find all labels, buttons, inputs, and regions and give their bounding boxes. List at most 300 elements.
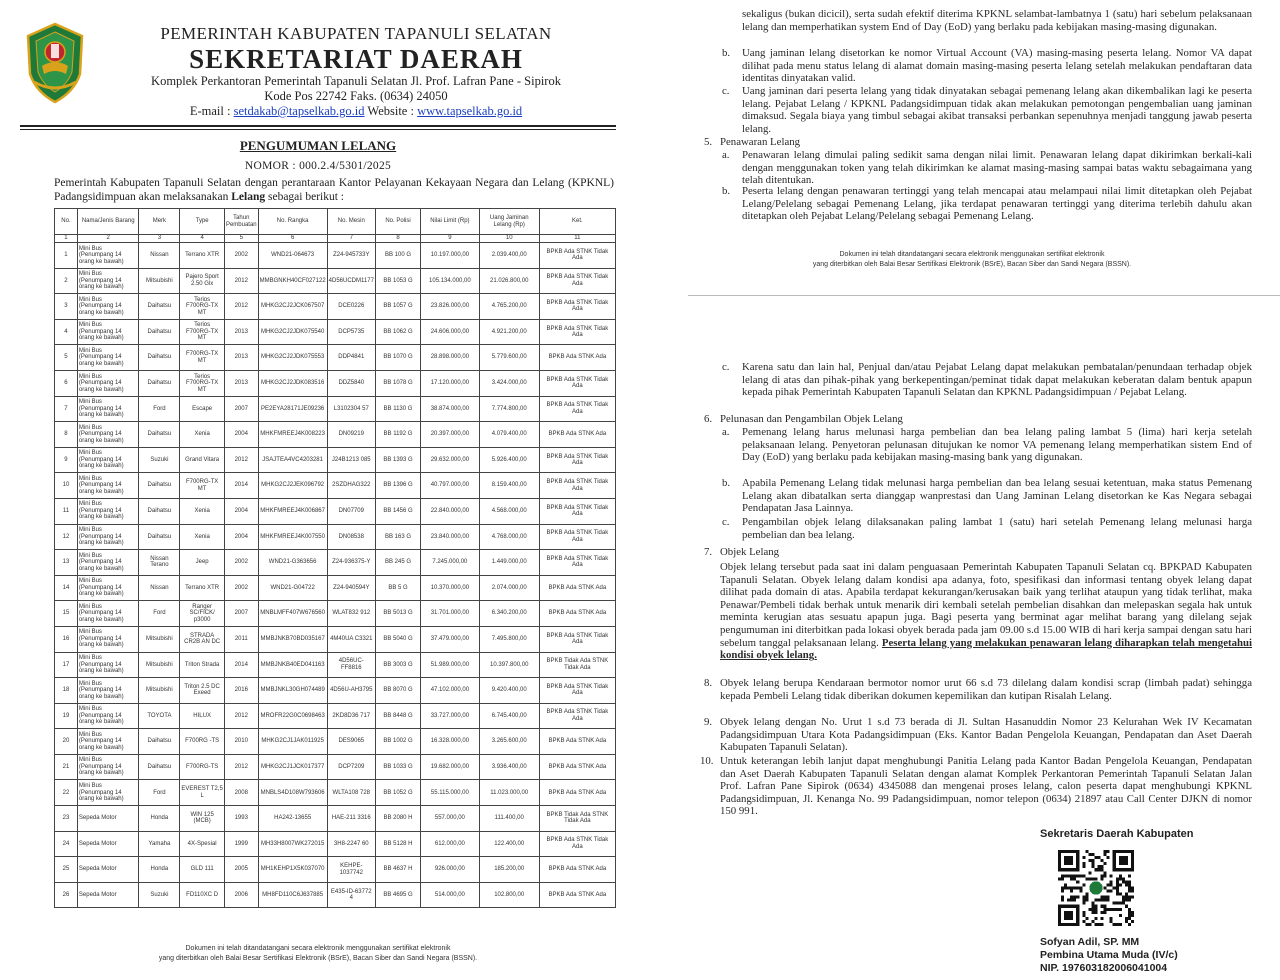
table-cell: BB 1033 G (375, 754, 420, 780)
table-cell: TOYOTA (139, 703, 180, 729)
table-cell: 23.840.000,00 (421, 524, 480, 550)
table-cell: 4.768.000,00 (479, 524, 539, 550)
table-cell: BPKB Ada STNK Tidak Ada (539, 524, 615, 550)
intro-end: sebagai berikut : (268, 191, 345, 203)
table-cell: Mini Bus (Penumpang 14 orang ke bawah) (77, 370, 139, 396)
column-number: 1 (55, 235, 78, 243)
table-cell: Daihatsu (139, 294, 180, 320)
table-cell: Sepeda Motor (77, 857, 139, 883)
section7-title: Objek Lelang (720, 546, 780, 558)
section5a-text: Penawaran lelang dimulai paling sedikit sama dengan nilai limit. Penawaran lelang dapat dikirimkan berkali-kali dengan menggunakan token yang telah dikirimkan ke alamat masing-masing sampai batas waktu sebagaimana yang telah ditentukan. (742, 149, 1252, 187)
table-cell: 2.039.400,00 (479, 243, 539, 269)
table-cell: Mini Bus (Penumpang 14 orang ke bawah) (77, 473, 139, 499)
table-cell: MHKG2CJ2JEK096792 (258, 473, 327, 499)
table-cell: WLTA108 728 (327, 780, 375, 806)
column-number: 5 (224, 235, 258, 243)
table-cell: MHKG2CJ2JDK075553 (258, 345, 327, 371)
table-row (55, 319, 616, 345)
table-cell: 557.000,00 (421, 806, 480, 832)
table-cell: Mini Bus (Penumpang 14 orang ke bawah) (77, 524, 139, 550)
table-cell: 185.200,00 (479, 857, 539, 883)
table-cell: GLD 111 (180, 857, 225, 883)
table-cell: MHKFMREEJ4K006867 (258, 498, 327, 524)
table-cell: Mini Bus (Penumpang 14 orang ke bawah) (77, 575, 139, 601)
table-row (55, 729, 616, 755)
table-cell: 2012 (224, 703, 258, 729)
table-cell: 25 (55, 857, 78, 883)
section6c-label: c. (722, 516, 730, 528)
table-row (55, 601, 616, 627)
table-cell: Xenia (180, 498, 225, 524)
table-cell: Sepeda Motor (77, 806, 139, 832)
table-cell: MROFR22G0C0698463 (258, 703, 327, 729)
table-cell: BB 1070 G (375, 345, 420, 371)
table-cell: 6 (55, 370, 78, 396)
column-header: No. (55, 209, 78, 235)
right-page (664, 0, 1280, 980)
table-cell: KEHPE-1037742 (327, 857, 375, 883)
table-cell: 3.424.000,00 (479, 370, 539, 396)
table-cell: MHKG2CJ2JCK067507 (258, 294, 327, 320)
column-number: 3 (139, 235, 180, 243)
signatory-rank: Pembina Utama Muda (IV/c) (1040, 949, 1178, 961)
table-cell: MHKG2CJ1JCK017377 (258, 754, 327, 780)
table-cell: L3102304 57 (327, 396, 375, 422)
table-cell: DN07709 (327, 498, 375, 524)
table-cell: DCP7209 (327, 754, 375, 780)
table-cell: Daihatsu (139, 498, 180, 524)
section9-text: Obyek lelang dengan No. Urut 1 s.d 73 berada di Jl. Sultan Hasanuddin Nomor 23 Kelurahan Wek IV Kecamatan Padangsidimpuan Utara Kota Padangsidimpuan (Eks. Kantor Badan Pengelola Keuangan, Pendapatan dan Aset Daerah Kabupaten Tapanuli Selatan). (720, 716, 1252, 754)
column-number: 6 (258, 235, 327, 243)
table-cell: Triton Strada (180, 652, 225, 678)
table-cell: MH33H8007WK272015 (258, 831, 327, 857)
table-cell: MMBJNKL30GH074489 (258, 678, 327, 704)
table-cell: Xenia (180, 422, 225, 448)
table-cell: BB 1192 G (375, 422, 420, 448)
table-cell: 22.840.000,00 (421, 498, 480, 524)
table-cell: 2002 (224, 575, 258, 601)
table-cell: 40.797.000,00 (421, 473, 480, 499)
regency-emblem-icon (24, 22, 86, 104)
table-cell: BB 1078 G (375, 370, 420, 396)
table-cell: 3.936.400,00 (479, 754, 539, 780)
table-cell: MHKFMREEJ4K007550 (258, 524, 327, 550)
section6a-label: a. (722, 426, 730, 438)
table-cell: 31.701.000,00 (421, 601, 480, 627)
table-cell: BPKB Ada STNK Tidak Ada (539, 370, 615, 396)
section5b-text: Peserta lelang dengan penawaran tertinggi yang telah mencapai atau melampaui nilai limit ditetapkan oleh Pejabat Lelang/Pelelang sebagai Pemenang Lelang, jika terdapat penawaran tertinggi yang diterima terlebih dahulu akan ditetapkan oleh Pejabat Lelang/Pelelang sebagai Pemenang Lelang. (742, 185, 1252, 223)
table-cell: Terios F700RG-TX MT (180, 370, 225, 396)
section6c-text: Pengambilan objek lelang dilaksanakan paling lambat 1 (satu) hari setelah Pemenang lelang melunasi harga pembelian dan bea lelang. (742, 516, 1252, 541)
column-number: 4 (180, 235, 225, 243)
section5a-label: a. (722, 149, 730, 161)
table-cell: BPKB Ada STNK Tidak Ada (539, 626, 615, 652)
table-cell: 33.727.000,00 (421, 703, 480, 729)
table-cell: 6.340.200,00 (479, 601, 539, 627)
table-cell: 514.000,00 (421, 882, 480, 908)
table-row (55, 345, 616, 371)
left-page (0, 0, 636, 980)
table-cell: 21.026.800,00 (479, 268, 539, 294)
table-cell: F700RG -TS (180, 729, 225, 755)
intro-text: Pemerintah Kabupaten Tapanuli Selatan dengan perantaraan Kantor Pelayanan Kekayaan Negara dan Lelang (KPKNL) Padangsidimpuan akan melaksanakan (54, 177, 614, 203)
table-cell: Mitsubishi (139, 626, 180, 652)
table-row (55, 447, 616, 473)
column-header: Type (180, 209, 225, 235)
table-cell: Daihatsu (139, 473, 180, 499)
table-cell: 55.115.000,00 (421, 780, 480, 806)
table-cell: Pajero Sport 2.50 Glx (180, 268, 225, 294)
table-cell: 102.800,00 (479, 882, 539, 908)
table-cell: 1999 (224, 831, 258, 857)
table-cell: 22 (55, 780, 78, 806)
table-cell: BPKB Ada STNK Tidak Ada (539, 447, 615, 473)
table-cell: 2014 (224, 473, 258, 499)
table-body (55, 243, 616, 908)
table-row (55, 396, 616, 422)
table-cell: Daihatsu (139, 370, 180, 396)
table-cell: 4.079.400,00 (479, 422, 539, 448)
table-cell: 11.023.000,00 (479, 780, 539, 806)
letterhead-postal: Kode Pos 22742 Faks. (0634) 24050 (264, 89, 448, 103)
section5c-label: c. (722, 361, 730, 373)
table-row (55, 857, 616, 883)
table-cell: Mini Bus (Penumpang 14 orang ke bawah) (77, 550, 139, 576)
table-cell: BPKB Tidak Ada STNK Tidak Ada (539, 806, 615, 832)
table-cell: 20.397.000,00 (421, 422, 480, 448)
table-cell: Grand Vitara (180, 447, 225, 473)
table-cell: Nissan (139, 243, 180, 269)
table-cell: DCP5735 (327, 319, 375, 345)
table-cell: 1993 (224, 806, 258, 832)
section5-number: 5. (704, 136, 713, 148)
table-cell: Jeep (180, 550, 225, 576)
table-cell: Mini Bus (Penumpang 14 orang ke bawah) (77, 345, 139, 371)
table-cell: 4D56UCDM1177 (327, 268, 375, 294)
table-cell: 10 (55, 473, 78, 499)
page-gap (636, 0, 664, 980)
column-header: Nilai Limit (Rp) (421, 209, 480, 235)
column-header: No. Rangka (258, 209, 327, 235)
table-cell: MHKG2CJ1JAK011925 (258, 729, 327, 755)
table-cell: 2011 (224, 626, 258, 652)
table-cell: 2013 (224, 345, 258, 371)
table-cell: 3H8-2247 60 (327, 831, 375, 857)
table-cell: BB 5013 G (375, 601, 420, 627)
table-cell: 4M40UA C3321 (327, 626, 375, 652)
table-cell: Mini Bus (Penumpang 14 orang ke bawah) (77, 498, 139, 524)
table-cell: 24 (55, 831, 78, 857)
table-row (55, 882, 616, 908)
table-cell: DDP4841 (327, 345, 375, 371)
table-cell: Daihatsu (139, 754, 180, 780)
intro-paragraph (54, 176, 614, 204)
table-cell: 19 (55, 703, 78, 729)
table-cell: 2012 (224, 447, 258, 473)
column-header: Tahun Pembuatan (224, 209, 258, 235)
table-cell: 8.159.400,00 (479, 473, 539, 499)
table-cell: Nissan Terano (139, 550, 180, 576)
table-cell: 5.779.600,00 (479, 345, 539, 371)
table-cell: 2010 (224, 729, 258, 755)
table-cell: MHKG2CJ2JDK083516 (258, 370, 327, 396)
table-row (55, 626, 616, 652)
table-cell: BPKB Ada STNK Ada (539, 729, 615, 755)
table-row (55, 652, 616, 678)
table-column-number-row (55, 235, 616, 243)
column-header: Ket. (539, 209, 615, 235)
table-cell: HA242-13655 (258, 806, 327, 832)
section7-number: 7. (704, 546, 713, 558)
section4a-continuation: sekaligus (bukan dicicil), serta sudah efektif diterima KPKNL selambat-lambatnya 1 (satu) hari sebelum pelaksanaan lelang dan memperhatikan system End of Day (EoD) yang berlaku pada kebijakan masing-masing digunakan. (742, 8, 1252, 33)
table-cell: 4X-Spesial (180, 831, 225, 857)
table-cell: Mini Bus (Penumpang 14 orang ke bawah) (77, 319, 139, 345)
section6a-text: Pemenang lelang harus melunasi harga pembelian dan bea lelang paling lambat 5 (lima) hari kerja setelah pelaksanaan lelang. Penyetoran pelunasan ditujukan ke nomor VA pemenang lelang memperhatikan sistem End of Day (EoD) yang berlaku pada kebijakan masing-masing bank yang digunakan. (742, 426, 1252, 464)
table-cell: MH1KEHP1X5K037070 (258, 857, 327, 883)
table-cell: STRADA CR2B AN DC (180, 626, 225, 652)
section5b-label: b. (722, 185, 731, 197)
table-cell: BPKB Ada STNK Ada (539, 601, 615, 627)
section6-title: Pelunasan dan Pengambilan Objek Lelang (720, 413, 903, 425)
table-cell: Terios F700RG-TX MT (180, 319, 225, 345)
table-cell: Mini Bus (Penumpang 14 orang ke bawah) (77, 447, 139, 473)
table-cell: DN08538 (327, 524, 375, 550)
column-header: Uang Jaminan Lelang (Rp) (479, 209, 539, 235)
table-cell: JSAJTEA4VC4203281 (258, 447, 327, 473)
table-cell: BPKB Ada STNK Tidak Ada (539, 294, 615, 320)
table-cell: WND21-064673 (258, 243, 327, 269)
table-cell: BB 4695 G (375, 882, 420, 908)
table-cell: 926.000,00 (421, 857, 480, 883)
table-cell: 47.102.000,00 (421, 678, 480, 704)
section4b-text: Uang jaminan lelang disetorkan ke nomor Virtual Account (VA) masing-masing peserta lelang. Nomor VA dapat dilihat pada menu status lelang di alamat domain masing-masing peserta lelang setelah melakukan pendaftaran data identitas dinyatakan valid. (742, 47, 1252, 85)
page-break-divider (688, 295, 1280, 296)
table-cell: 7.245.000,00 (421, 550, 480, 576)
section5-title: Penawaran Lelang (720, 136, 801, 148)
website-label: Website : (367, 104, 414, 118)
table-cell: 2002 (224, 243, 258, 269)
table-row (55, 754, 616, 780)
esign-note-right (664, 250, 1280, 270)
section6-number: 6. (704, 413, 713, 425)
table-cell: Daihatsu (139, 524, 180, 550)
table-cell: BPKB Ada STNK Tidak Ada (539, 703, 615, 729)
table-cell: Ford (139, 396, 180, 422)
table-cell: Mini Bus (Penumpang 14 orang ke bawah) (77, 422, 139, 448)
table-cell: BPKB Ada STNK Tidak Ada (539, 319, 615, 345)
table-cell: BB 1062 G (375, 319, 420, 345)
table-cell: BPKB Tidak Ada STNK Tidak Ada (539, 652, 615, 678)
table-cell: 1 (55, 243, 78, 269)
table-cell: BPKB Ada STNK Tidak Ada (539, 396, 615, 422)
table-cell: Ford (139, 601, 180, 627)
table-cell: 8 (55, 422, 78, 448)
table-cell: 2012 (224, 754, 258, 780)
table-cell: 16 (55, 626, 78, 652)
table-cell: DDZ5840 (327, 370, 375, 396)
letterhead-address: Komplek Perkantoran Pemerintah Tapanuli Selatan Jl. Prof. Lafran Pane - Sipirok (151, 74, 561, 88)
table-cell: 20 (55, 729, 78, 755)
letterhead (96, 24, 616, 119)
column-number: 2 (77, 235, 139, 243)
signatory-title: Sekretaris Daerah Kabupaten (1040, 828, 1194, 840)
table-cell: BPKB Ada STNK Tidak Ada (539, 678, 615, 704)
table-cell: 2.074.000,00 (479, 575, 539, 601)
table-cell: BB 4637 H (375, 857, 420, 883)
table-cell: Terrano XTR (180, 243, 225, 269)
signatory-nip: NIP. 197603182006041004 (1040, 962, 1168, 974)
table-cell: BPKB Ada STNK Ada (539, 780, 615, 806)
table-cell: WND21-G04722 (258, 575, 327, 601)
table-cell: Z24-945733Y (327, 243, 375, 269)
table-cell: BPKB Ada STNK Tidak Ada (539, 550, 615, 576)
signatory-block (1040, 936, 1178, 975)
table-cell: Z24-940594Y (327, 575, 375, 601)
esign-right-line-1: Dokumen ini telah ditandatangani secara elektronik menggunakan sertifikat elektronik (839, 251, 1105, 258)
table-cell: 2002 (224, 550, 258, 576)
table-row (55, 780, 616, 806)
table-cell: BB 163 G (375, 524, 420, 550)
table-cell: 13 (55, 550, 78, 576)
table-cell: WIN 125 (MCB) (180, 806, 225, 832)
table-cell: 23 (55, 806, 78, 832)
table-cell: DCE0226 (327, 294, 375, 320)
table-cell: EVEREST T2,5 L (180, 780, 225, 806)
esign-line-1: Dokumen ini telah ditandatangani secara elektronik menggunakan sertifikat elektronik (185, 945, 451, 952)
table-cell: 111.400,00 (479, 806, 539, 832)
table-cell: MHKG2CJ2JDK075540 (258, 319, 327, 345)
table-cell: 2006 (224, 882, 258, 908)
section8-text: Obyek lelang berupa Kendaraan bermotor nomor urut 66 s.d 73 dilelang dalam kondisi scrap (limbah padat) sehingga kepada Pembeli Lelang tidak diberikan dokumen kepemilikan dan kutipan Risalah Lelang. (720, 677, 1252, 702)
table-cell: BPKB Ada STNK Tidak Ada (539, 831, 615, 857)
column-number: 8 (375, 235, 420, 243)
table-cell: Mini Bus (Penumpang 14 orang ke bawah) (77, 754, 139, 780)
email-link[interactable]: setdakab@tapselkab.go.id (233, 104, 365, 118)
table-cell: Mini Bus (Penumpang 14 orang ke bawah) (77, 678, 139, 704)
table-cell: BB 1053 G (375, 268, 420, 294)
esign-right-line-2: yang diterbitkan oleh Balai Besar Sertifikasi Elektronik (BSrE), Bacan Siber dan Sandi Negara (BSSN). (812, 261, 1132, 268)
table-cell: Mini Bus (Penumpang 14 orang ke bawah) (77, 243, 139, 269)
table-cell: BPKB Ada STNK Ada (539, 754, 615, 780)
table-cell: 4D56UC-FF8816 (327, 652, 375, 678)
section9-number: 9. (704, 716, 713, 728)
table-cell: 4.765.200,00 (479, 294, 539, 320)
table-cell: BB 2080 H (375, 806, 420, 832)
table-cell: F700RG-TX MT (180, 345, 225, 371)
table-cell: Suzuki (139, 447, 180, 473)
table-cell: Sepeda Motor (77, 882, 139, 908)
table-cell: Mini Bus (Penumpang 14 orang ke bawah) (77, 703, 139, 729)
table-cell: 6.745.400,00 (479, 703, 539, 729)
table-cell: 9 (55, 447, 78, 473)
table-cell: 122.400,00 (479, 831, 539, 857)
table-cell: BB 5 G (375, 575, 420, 601)
table-cell: 10.197.000,00 (421, 243, 480, 269)
table-cell: BB 8070 G (375, 678, 420, 704)
table-cell: 105.134.000,00 (421, 268, 480, 294)
table-cell: Mini Bus (Penumpang 14 orang ke bawah) (77, 729, 139, 755)
table-cell: HILUX (180, 703, 225, 729)
table-cell: Triton 2.5 DC Exeed (180, 678, 225, 704)
table-cell: 5.926.400,00 (479, 447, 539, 473)
table-row (55, 806, 616, 832)
table-cell: Mini Bus (Penumpang 14 orang ke bawah) (77, 626, 139, 652)
table-cell: 7 (55, 396, 78, 422)
column-number: 9 (421, 235, 480, 243)
table-cell: 15 (55, 601, 78, 627)
table-cell: BPKB Ada STNK Ada (539, 345, 615, 371)
table-cell: 612.000,00 (421, 831, 480, 857)
table-row (55, 678, 616, 704)
table-cell: Suzuki (139, 882, 180, 908)
table-cell: 10.370.000,00 (421, 575, 480, 601)
table-cell: BB 8448 G (375, 703, 420, 729)
table-cell: Mini Bus (Penumpang 14 orang ke bawah) (77, 396, 139, 422)
table-cell: 1.449.000,00 (479, 550, 539, 576)
table-cell: Mini Bus (Penumpang 14 orang ke bawah) (77, 294, 139, 320)
table-cell: 2012 (224, 268, 258, 294)
table-cell: BPKB Ada STNK Tidak Ada (539, 473, 615, 499)
table-cell: 2014 (224, 652, 258, 678)
table-cell: 23.826.000,00 (421, 294, 480, 320)
table-row (55, 473, 616, 499)
table-cell: Mini Bus (Penumpang 14 orang ke bawah) (77, 268, 139, 294)
table-cell: WND21-G363656 (258, 550, 327, 576)
intro-bold: Lelang (231, 191, 266, 203)
auction-table (54, 208, 616, 908)
table-cell: 29.632.000,00 (421, 447, 480, 473)
table-cell: MNBLMFF407W676560 (258, 601, 327, 627)
table-cell: 10.397.800,00 (479, 652, 539, 678)
section7-paragraph (720, 561, 1252, 662)
table-cell: 28.898.000,00 (421, 345, 480, 371)
table-cell: BPKB Ada STNK Tidak Ada (539, 498, 615, 524)
table-row (55, 550, 616, 576)
table-cell: 14 (55, 575, 78, 601)
table-cell: 3 (55, 294, 78, 320)
table-cell: BB 1130 G (375, 396, 420, 422)
column-number: 10 (479, 235, 539, 243)
qr-code-icon (1058, 850, 1134, 926)
table-row (55, 524, 616, 550)
table-cell: 2013 (224, 370, 258, 396)
table-cell: 2007 (224, 601, 258, 627)
table-cell: BB 1057 G (375, 294, 420, 320)
email-label: E-mail : (189, 104, 231, 118)
table-cell: Mini Bus (Penumpang 14 orang ke bawah) (77, 601, 139, 627)
table-cell: Daihatsu (139, 422, 180, 448)
table-cell: BB 5040 G (375, 626, 420, 652)
table-cell: 2KD8D36 717 (327, 703, 375, 729)
table-cell: 2007 (224, 396, 258, 422)
table-cell: 21 (55, 754, 78, 780)
table-cell: Honda (139, 806, 180, 832)
column-number: 7 (327, 235, 375, 243)
column-header: No. Mesin (327, 209, 375, 235)
table-cell: BB 1396 G (375, 473, 420, 499)
table-cell: 4.921.200,00 (479, 319, 539, 345)
table-cell: Ford (139, 780, 180, 806)
table-cell: DES9065 (327, 729, 375, 755)
table-cell: 2013 (224, 319, 258, 345)
website-link[interactable]: www.tapselkab.go.id (417, 104, 523, 118)
section8-number: 8. (704, 677, 713, 689)
table-row (55, 243, 616, 269)
table-cell: BPKB Ada STNK Ada (539, 575, 615, 601)
document-number: NOMOR : 000.2.4/5301/2025 (244, 160, 392, 172)
table-cell: F700RG-TX MT (180, 473, 225, 499)
table-cell: 26 (55, 882, 78, 908)
